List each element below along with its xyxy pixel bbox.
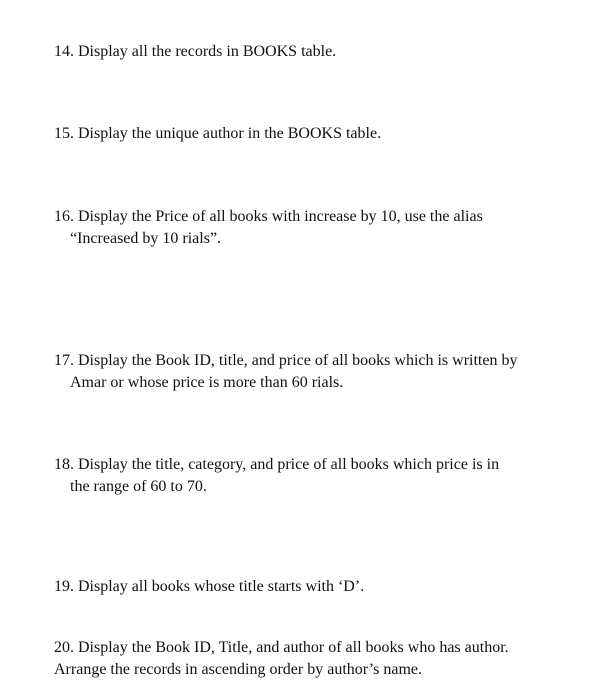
question-17-text-line-1: 17. Display the Book ID, title, and price of all books which is written by [54,352,518,369]
question-16 [54,206,590,250]
question-19 [54,576,590,598]
question-16-text-line-2: “Increased by 10 rials”. [70,230,222,247]
question-17-text-line-2: Amar or whose price is more than 60 rials. [70,374,344,391]
question-20-text-line-2: Arrange the records in ascending order by author’s name. [54,661,423,678]
question-15-text: 15. Display the unique author in the BOOKS table. [54,125,382,142]
question-18 [54,454,590,498]
question-15 [54,123,590,145]
question-20 [54,637,590,681]
question-14 [54,41,590,63]
question-17 [54,350,590,394]
question-18-text-line-1: 18. Display the title, category, and price of all books which price is in [54,456,500,473]
question-14-text: 14. Display all the records in BOOKS table. [54,43,337,60]
question-18-text-line-2: the range of 60 to 70. [70,478,207,495]
question-16-text-line-1: 16. Display the Price of all books with increase by 10, use the alias [54,208,483,225]
question-19-text: 19. Display all books whose title starts with ‘D’. [54,578,365,595]
question-20-text-line-1: 20. Display the Book ID, Title, and author of all books who has author. [54,639,509,656]
